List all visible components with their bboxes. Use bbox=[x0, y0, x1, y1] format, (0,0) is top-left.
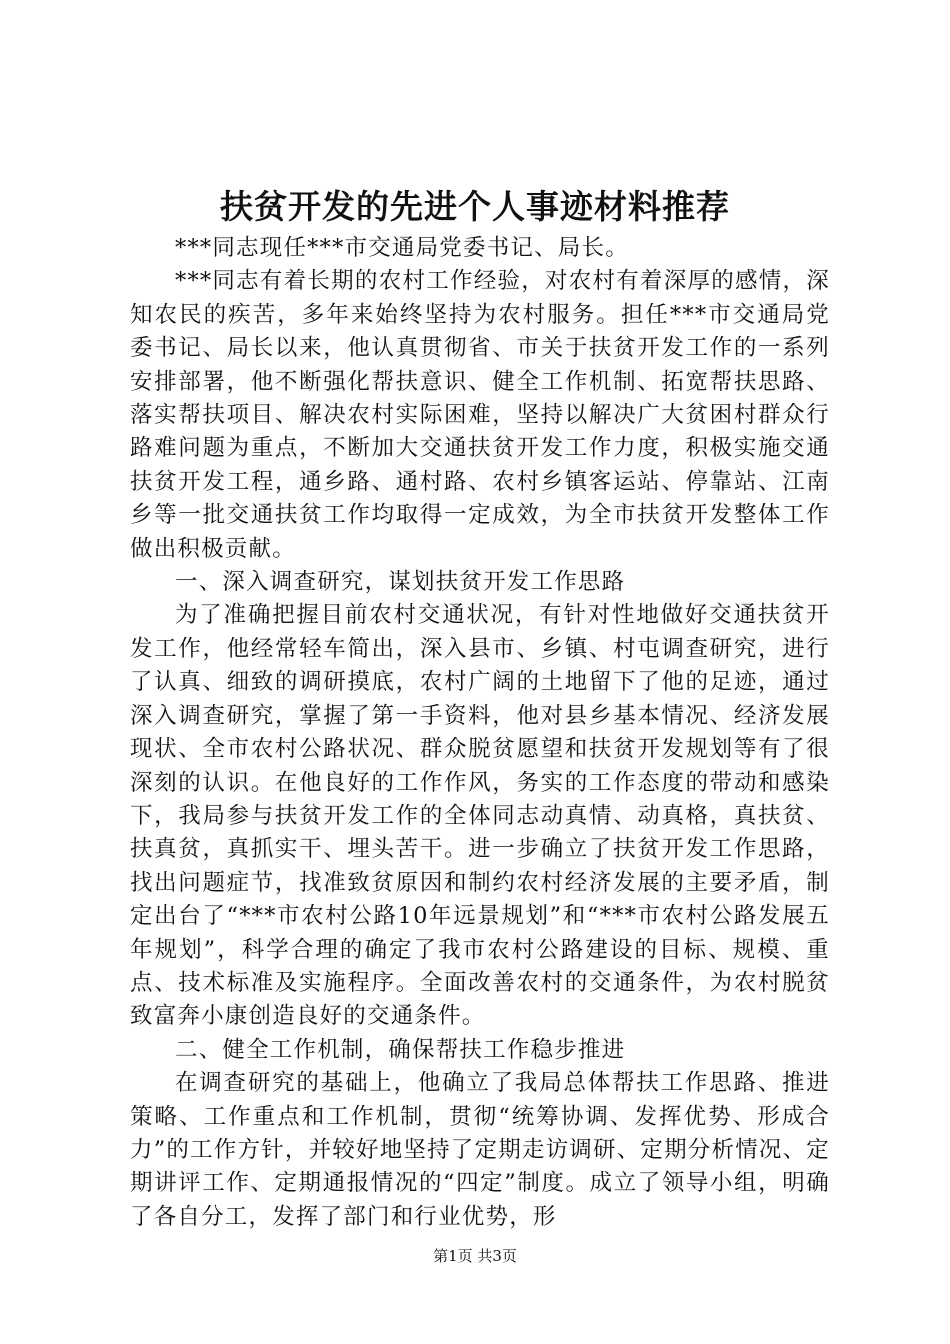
paragraph-section-1: 为了准确把握目前农村交通状况，有针对性地做好交通扶贫开发工作，他经常轻车简出，深入县市、乡镇、村屯调查研究，进行了认真、细致的调研摸底，农村广阔的土地留下了他的足迹，通过深入调查研究，掌握了第一手资料，他对县乡基本情况、经济发展现状、全市农村公路状况、群众脱贫愿望和扶贫开发规划等有了很深刻的认识。在他良好的工作作风，务实的工作态度的带动和感染下，我局参与扶贫开发工作的全体同志动真情、动真格，真扶贫、扶真贫，真抓实干、埋头苦干。进一步确立了扶贫开发工作思路，找出问题症节，找准致贫原因和制约农村经济发展的主要矛盾，制定出台了“***市农村公路10年远景规划”和“***市农村公路发展五年规划”，科学合理的确定了我市农村公路建设的目标、规模、重点、技术标准及实施程序。全面改善农村的交通条件，为农村脱贫致富奔小康创造良好的交通条件。 bbox=[130, 602, 830, 1030]
document-body bbox=[130, 232, 830, 1234]
section-heading-1: 一、深入调查研究，谋划扶贫开发工作思路 bbox=[175, 569, 626, 596]
page-footer: 第1页 共3页 bbox=[433, 1247, 517, 1265]
paragraph-background: ***同志有着长期的农村工作经验，对农村有着深厚的感情，深知农民的疾苦，多年来始终坚持为农村服务。担任***市交通局党委书记、局长以来，他认真贯彻省、市关于扶贫开发工作的一系列安排部署，他不断强化帮扶意识、健全工作机制、拓宽帮扶思路、落实帮扶项目、解决农村实际困难，坚持以解决广大贫困村群众行路难问题为重点，不断加大交通扶贫开发工作力度，积极实施交通扶贫开发工程，通乡路、通村路、农村乡镇客运站、停靠站、江南乡等一批交通扶贫工作均取得一定成效，为全市扶贫开发整体工作做出积极贡献。 bbox=[130, 268, 830, 562]
paragraph-intro: ***同志现任***市交通局党委书记、局长。 bbox=[175, 235, 629, 261]
paragraph-section-2: 在调查研究的基础上，他确立了我局总体帮扶工作思路、推进策略、工作重点和工作机制，贯彻“统筹协调、发挥优势、形成合力”的工作方针，并较好地坚持了定期走访调研、定期分析情况、定期讲评工作、定期通报情况的“四定”制度。成立了领导小组，明确了各自分工，发挥了部门和行业优势，形 bbox=[130, 1070, 831, 1230]
document-title: 扶贫开发的先进个人事迹材料推荐 bbox=[220, 187, 730, 226]
section-heading-2: 二、健全工作机制，确保帮扶工作稳步推进 bbox=[175, 1036, 626, 1063]
